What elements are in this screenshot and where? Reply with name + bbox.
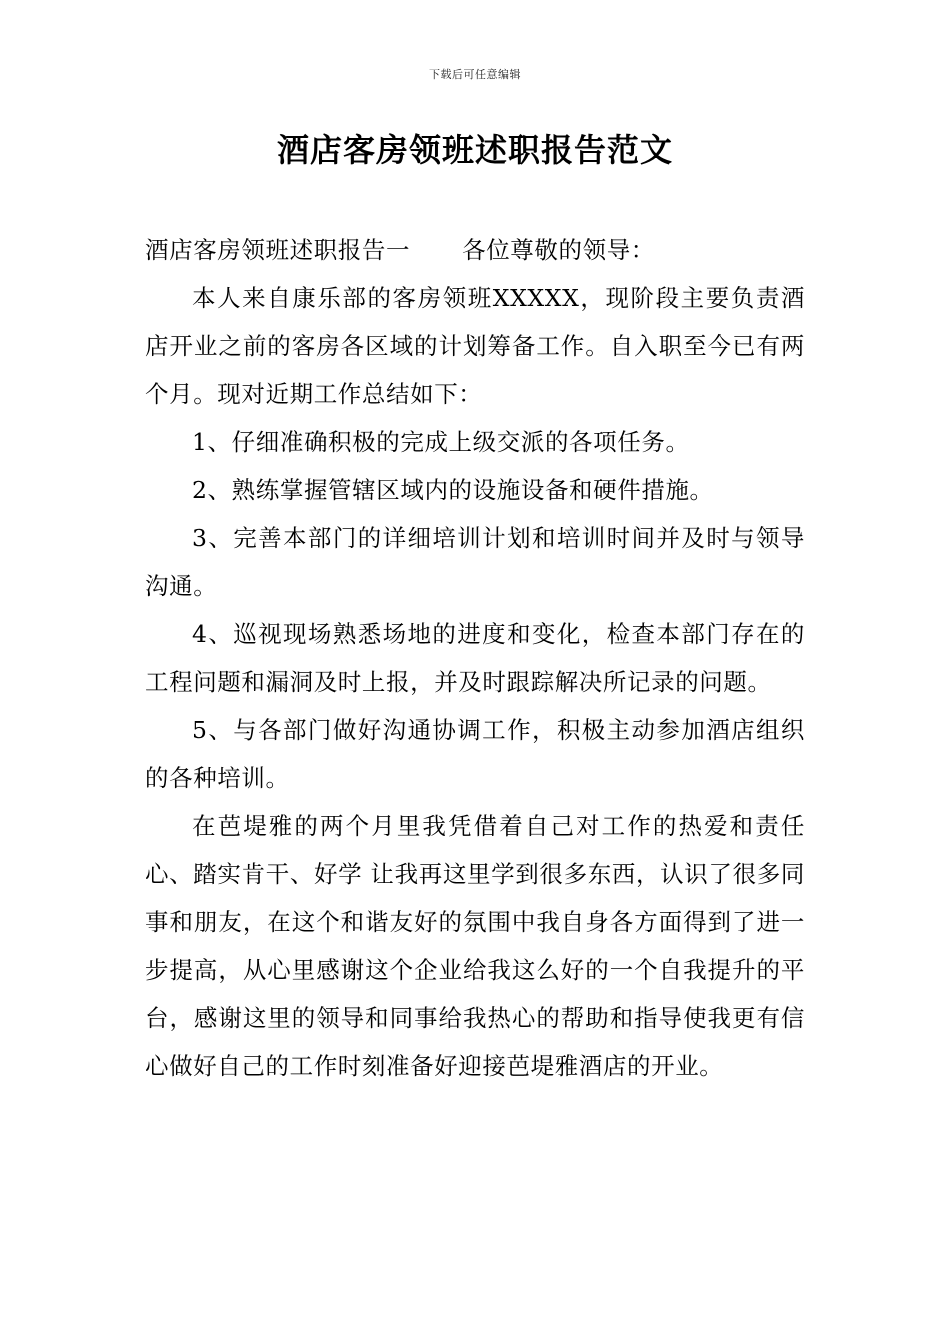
list-item-2: 2、熟练掌握管辖区域内的设施设备和硬件措施。	[192, 476, 714, 504]
list-item-5: 5、与各部门做好沟通协调工作，积极主动参加酒店组织的各种培训。	[145, 716, 805, 792]
closing-paragraph: 在芭堤雅的两个月里我凭借着自己对工作的热爱和责任心、踏实肯干、好学 让我再这里学到很多东西，认识了很多同事和朋友，在这个和谐友好的氛围中我自身各方面得到了进一步提高，从心里感谢这个企业给我这么好的一个自我提升的平台，感谢这里的领导和同事给我热心的帮助和指导使我更有信心做好自己的工作时刻准备好迎接芭堤雅酒店的开业。	[145, 812, 805, 1080]
document-title: 酒店客房领班述职报告范文	[276, 131, 673, 169]
report-label: 酒店客房领班述职报告一	[145, 236, 411, 264]
document-body	[145, 226, 805, 1090]
opening-line	[145, 226, 805, 274]
intro-paragraph: 本人来自康乐部的客房领班XXXXX，现阶段主要负责酒店开业之前的客房各区域的计划筹备工作。自入职至今已有两个月。现对近期工作总结如下：	[145, 284, 805, 408]
salutation: 各位尊敬的领导：	[462, 236, 655, 264]
list-item-1: 1、仔细准确积极的完成上级交派的各项任务。	[192, 428, 690, 456]
header-note: 下载后可任意编辑	[429, 68, 521, 81]
list-item-3: 3、完善本部门的详细培训计划和培训时间并及时与领导沟通。	[145, 524, 805, 600]
list-item-4: 4、巡视现场熟悉场地的进度和变化，检查本部门存在的工程问题和漏洞及时上报，并及时跟踪解决所记录的问题。	[145, 620, 805, 696]
